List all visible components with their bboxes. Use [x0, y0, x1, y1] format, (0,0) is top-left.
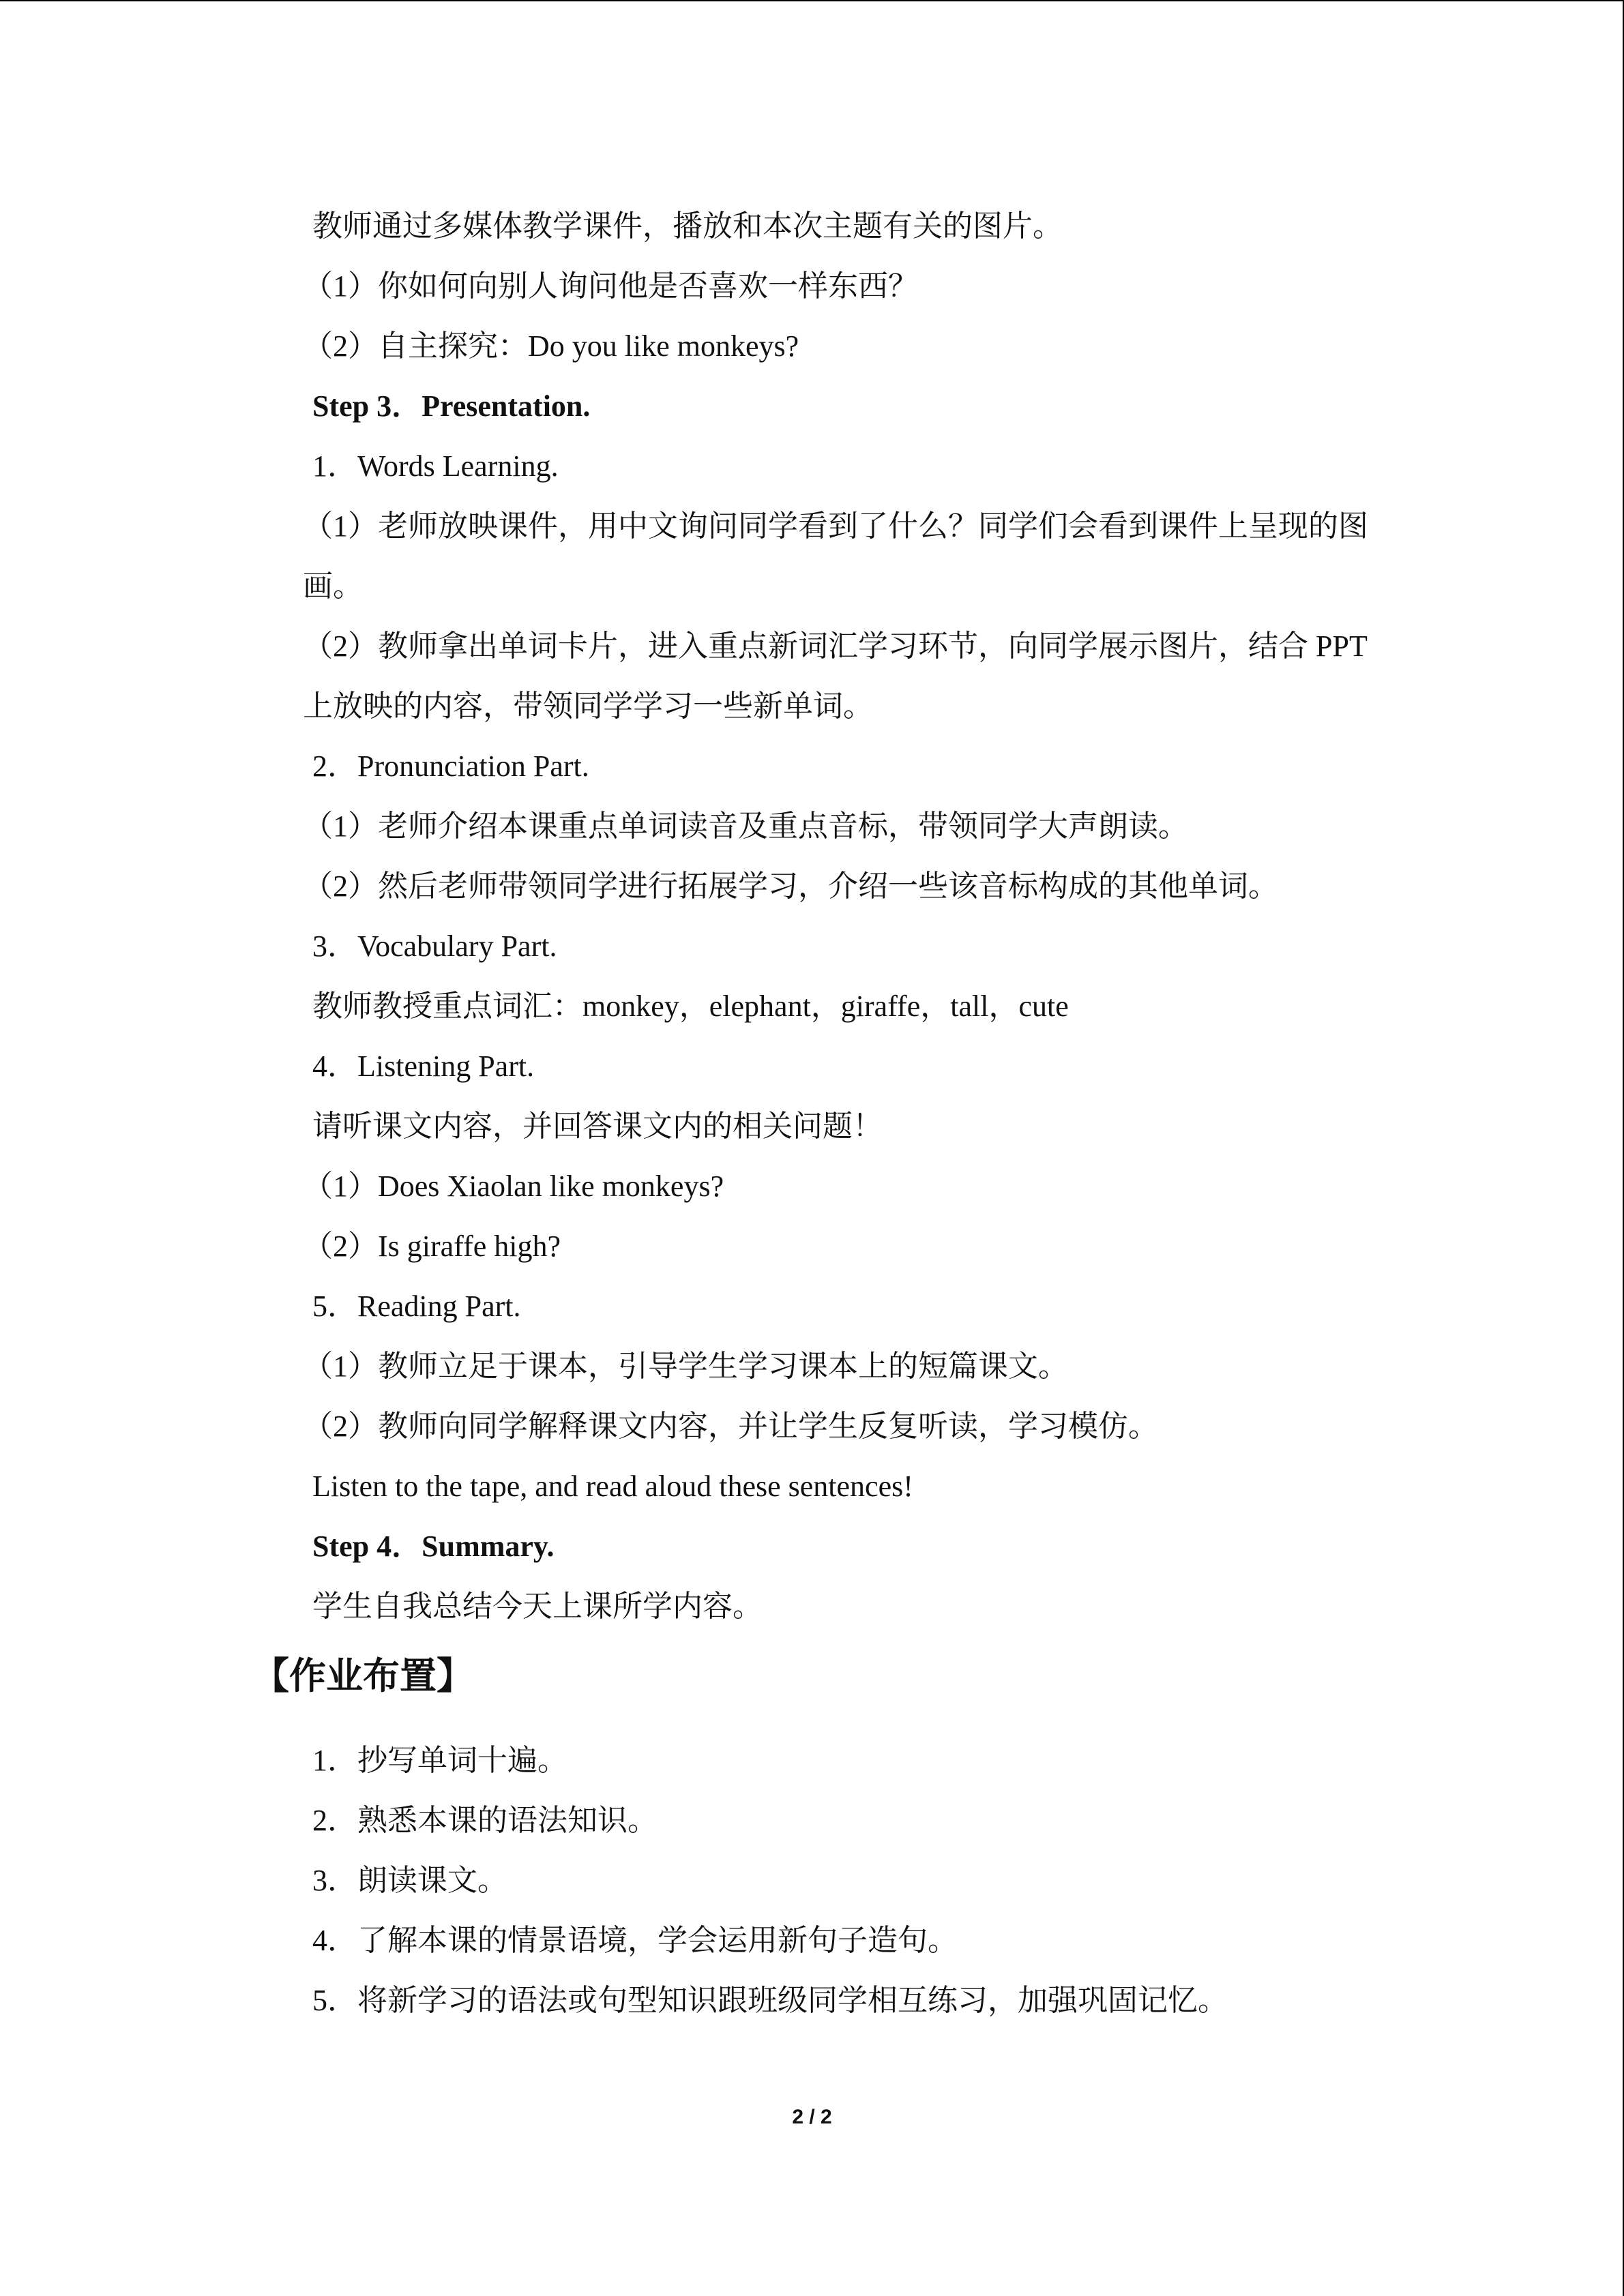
homework-list	[312, 1746, 1376, 2046]
body-line: 请听课文内容，并回答课文内的相关问题！	[312, 1109, 883, 1143]
body-paragraph: （1）老师放映课件，用中文询问同学看到了什么？同学们会看到课件上呈现的图画。	[303, 509, 1368, 603]
body-line: 教师教授重点词汇：monkey，elephant，giraffe，tall，cute	[312, 989, 1069, 1023]
homework-heading: 【作业布置】	[252, 1654, 473, 1697]
body-line: Listen to the tape, and read aloud these sentences!	[312, 1470, 913, 1503]
body-line: （1）老师介绍本课重点单词读音及重点音标，带领同学大声朗读。	[303, 809, 1188, 843]
body-paragraph: （2）教师拿出单词卡片，进入重点新词汇学习环节，向同学展示图片，结合 PPT 上放映的内容，带领同学学习一些新单词。	[303, 629, 1368, 723]
lesson-body	[303, 209, 1376, 1652]
body-line: 学生自我总结今天上课所学内容。	[312, 1590, 763, 1623]
homework-item: 3．朗读课文。	[312, 1864, 507, 1897]
homework-item: 4．了解本课的情景语境，学会运用新句子造句。	[312, 1924, 958, 1957]
homework-item: 5．将新学习的语法或句型知识跟班级同学相互练习，加强巩固记忆。	[312, 1984, 1228, 2017]
body-line: 2．Pronunciation Part.	[312, 749, 589, 783]
body-line: 1．Words Learning.	[312, 449, 559, 483]
body-line: 3．Vocabulary Part.	[312, 929, 557, 963]
homework-item: 2．熟悉本课的语法知识。	[312, 1804, 658, 1837]
body-line: （2）Is giraffe high?	[303, 1229, 561, 1263]
body-line: （2）然后老师带领同学进行拓展学习，介绍一些该音标构成的其他单词。	[303, 869, 1278, 903]
body-line: （1）教师立足于课本，引导学生学习课本上的短篇课文。	[303, 1350, 1068, 1383]
body-line: （1）Does Xiaolan like monkeys?	[303, 1169, 724, 1203]
step-heading: Step 3．Presentation.	[312, 389, 591, 423]
body-line: 教师通过多媒体教学课件，播放和本次主题有关的图片。	[312, 209, 1063, 243]
step-heading: Step 4．Summary.	[312, 1530, 555, 1563]
homework-item: 1．抄写单词十遍。	[312, 1744, 567, 1777]
body-line: （2）自主探究：Do you like monkeys?	[303, 329, 799, 363]
body-line: （1）你如何向别人询问他是否喜欢一样东西？	[303, 269, 918, 303]
page-number: 2 / 2	[792, 2106, 832, 2128]
body-line: 4．Listening Part.	[312, 1049, 535, 1083]
body-line: （2）教师向同学解释课文内容，并让学生反复听读，学习模仿。	[303, 1410, 1158, 1443]
body-line: 5．Reading Part.	[312, 1289, 521, 1323]
